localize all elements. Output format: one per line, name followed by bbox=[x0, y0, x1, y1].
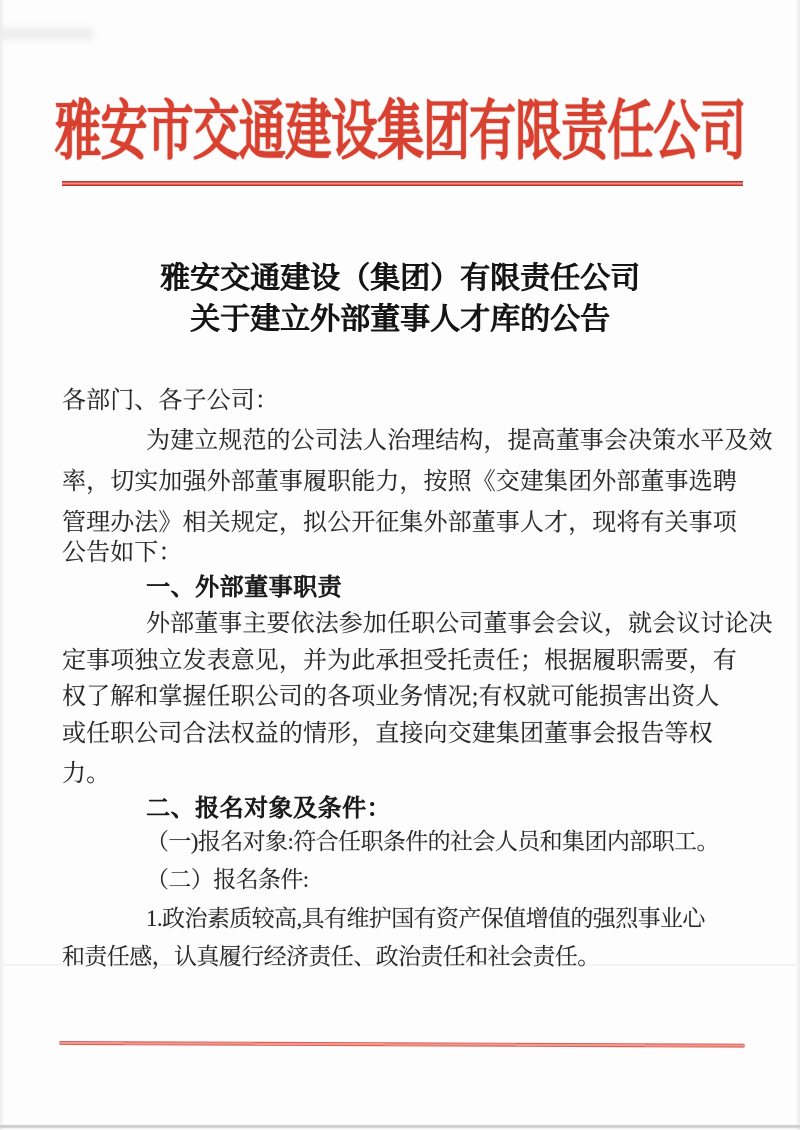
body-line: 定事项独立发表意见，并为此承担受托责任；根据履职需要，有 bbox=[62, 648, 737, 674]
body-line: 一、外部董事职责 bbox=[146, 574, 342, 601]
body-line: 率，切实加强外部董事履职能力，按照《交建集团外部董事选聘 bbox=[62, 469, 737, 495]
body-line: 权了解和掌握任职公司的各项业务情况;有权就可能损害出资人 bbox=[62, 684, 720, 710]
body-line: 管理办法》相关规定，拟公开征集外部董事人才，现将有关事项 bbox=[62, 510, 737, 536]
document-title-line2: 关于建立外部董事人才库的公告 bbox=[190, 303, 610, 336]
body-line: 公告如下： bbox=[62, 540, 183, 566]
body-line: （二）报名条件: bbox=[146, 867, 309, 892]
letterhead-company-name: 雅安市交通建设集团有限责任公司 bbox=[54, 96, 746, 168]
body-line: 或任职公司合法权益的情形，直接向交建集团董事会报告等权 bbox=[62, 721, 713, 747]
body-line: 为建立规范的公司法人治理结构，提高董事会决策水平及效 bbox=[146, 428, 773, 454]
body-line: 力。 bbox=[62, 761, 111, 787]
body-line: 各部门、各子公司： bbox=[62, 388, 279, 414]
body-line: 二、报名对象及条件： bbox=[146, 795, 391, 822]
body-line: （一)报名对象:符合任职条件的社会人员和集团内部职工。 bbox=[146, 829, 719, 854]
body-line: 外部董事主要依法参加任职公司董事会会议，就会议讨论决 bbox=[146, 611, 773, 637]
body-line: 和责任感，认真履行经济责任、政治责任和社会责任。 bbox=[62, 944, 600, 969]
scan-edge-bottom bbox=[0, 1125, 800, 1128]
body-line: 1.政治素质较高,具有维护国有资产保值增值的强烈事业心 bbox=[146, 906, 705, 931]
document-title-line1: 雅安交通建设（集团）有限责任公司 bbox=[160, 262, 640, 295]
